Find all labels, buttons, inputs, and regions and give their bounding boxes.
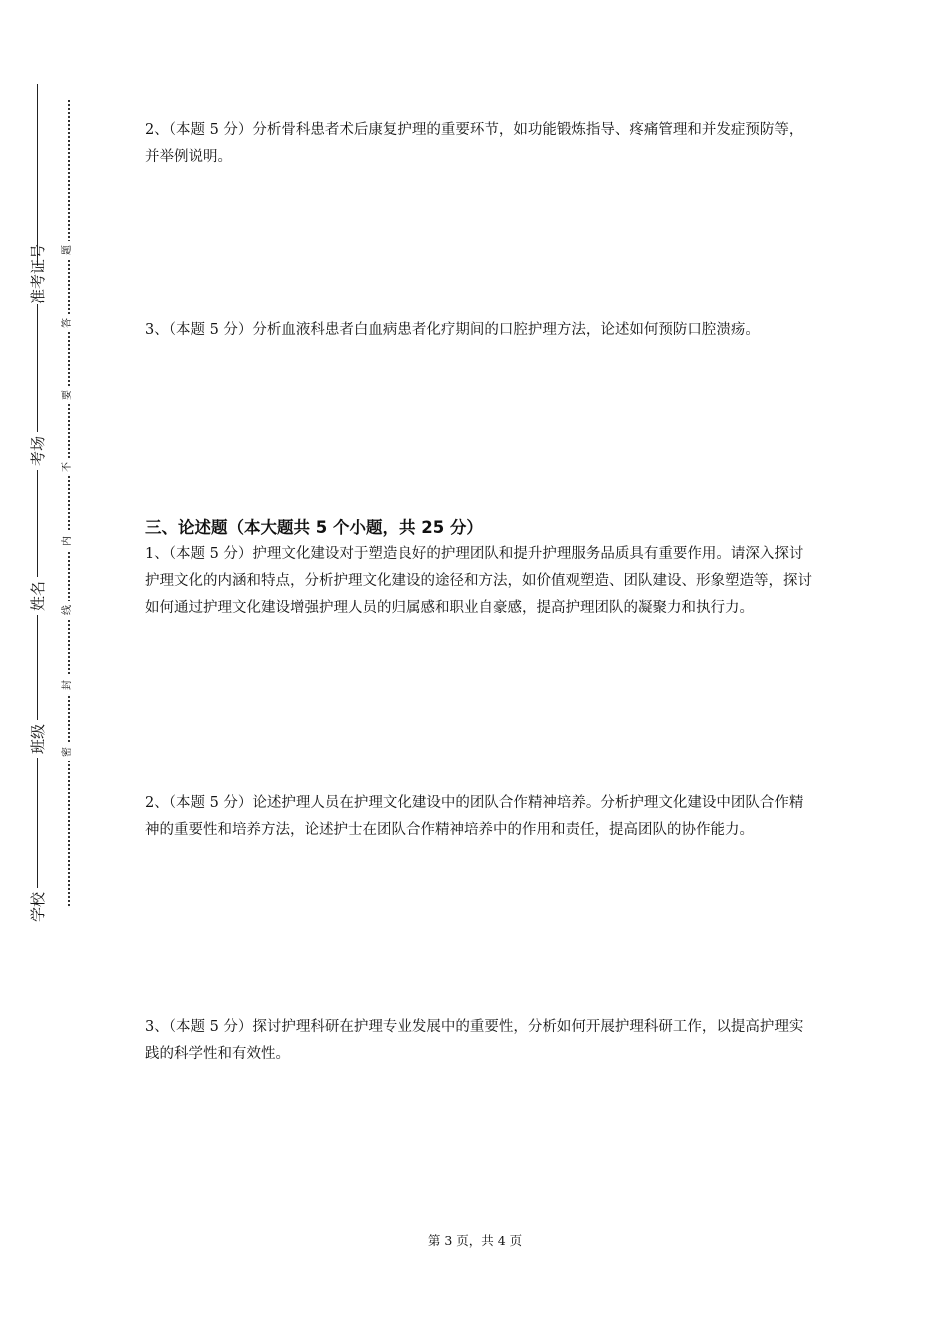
seal-char-ti: 题 <box>61 241 75 259</box>
exam-room-field-label: 考场 <box>19 432 57 470</box>
question-3-1 <box>145 541 815 622</box>
question-text: （本题 5 分）论述护理人员在护理文化建设中的团队合作精神培养。分析护理文化建设中团队合作精神的重要性和培养方法，论述护士在团队合作精神培养中的作用和责任，提高团队的协作能力。 <box>145 795 804 838</box>
question-text: （本题 5 分）分析血液科患者白血病患者化疗期间的口腔护理方法，论述如何预防口腔溃疡。 <box>168 322 760 338</box>
ticket-number-field-label: 准考证号 <box>19 266 57 304</box>
school-field-label: 学校 <box>19 888 57 926</box>
binding-solid-line <box>37 84 38 924</box>
seal-char-nei: 内 <box>61 532 75 550</box>
question-3-2 <box>145 790 815 844</box>
question-number: 3、 <box>145 1019 169 1035</box>
question-2-3 <box>145 317 815 344</box>
question-text: （本题 5 分）分析骨科患者术后康复护理的重要环节，如功能锻炼指导、疼痛管理和并发症预防等，并举例说明。 <box>145 122 804 165</box>
page-number-footer: 第 3 页，共 4 页 <box>427 1233 523 1248</box>
question-3-3 <box>145 1014 815 1068</box>
question-number: 2、 <box>145 122 169 138</box>
seal-char-mi: 密 <box>61 743 75 761</box>
binding-dotted-line <box>68 100 70 906</box>
question-2-2 <box>145 117 815 171</box>
question-number: 2、 <box>145 795 169 811</box>
seal-char-da: 答 <box>61 314 75 332</box>
name-field-label: 姓名 <box>19 577 57 615</box>
seal-char-bu: 不 <box>61 458 75 476</box>
seal-char-yao: 要 <box>61 386 75 404</box>
question-text: （本题 5 分）护理文化建设对于塑造良好的护理团队和提升护理服务品质具有重要作用。请深入探讨护理文化的内涵和特点，分析护理文化建设的途径和方法，如价值观塑造、团队建设、形象塑造等，探讨如何通过护理文化建设增强护理人员的归属感和职业自豪感，提高护理团队的凝聚力和执行力。 <box>145 546 812 616</box>
seal-char-xian: 线 <box>61 601 75 619</box>
question-number: 3、 <box>145 322 169 338</box>
class-field-label: 班级 <box>19 720 57 758</box>
seal-char-feng: 封 <box>61 676 75 694</box>
question-text: （本题 5 分）探讨护理科研在护理专业发展中的重要性，分析如何开展护理科研工作，以提高护理实践的科学性和有效性。 <box>145 1019 804 1062</box>
section-3-title: 三、论述题（本大题共 5 个小题，共 25 分） <box>145 518 483 537</box>
question-number: 1、 <box>145 546 169 562</box>
